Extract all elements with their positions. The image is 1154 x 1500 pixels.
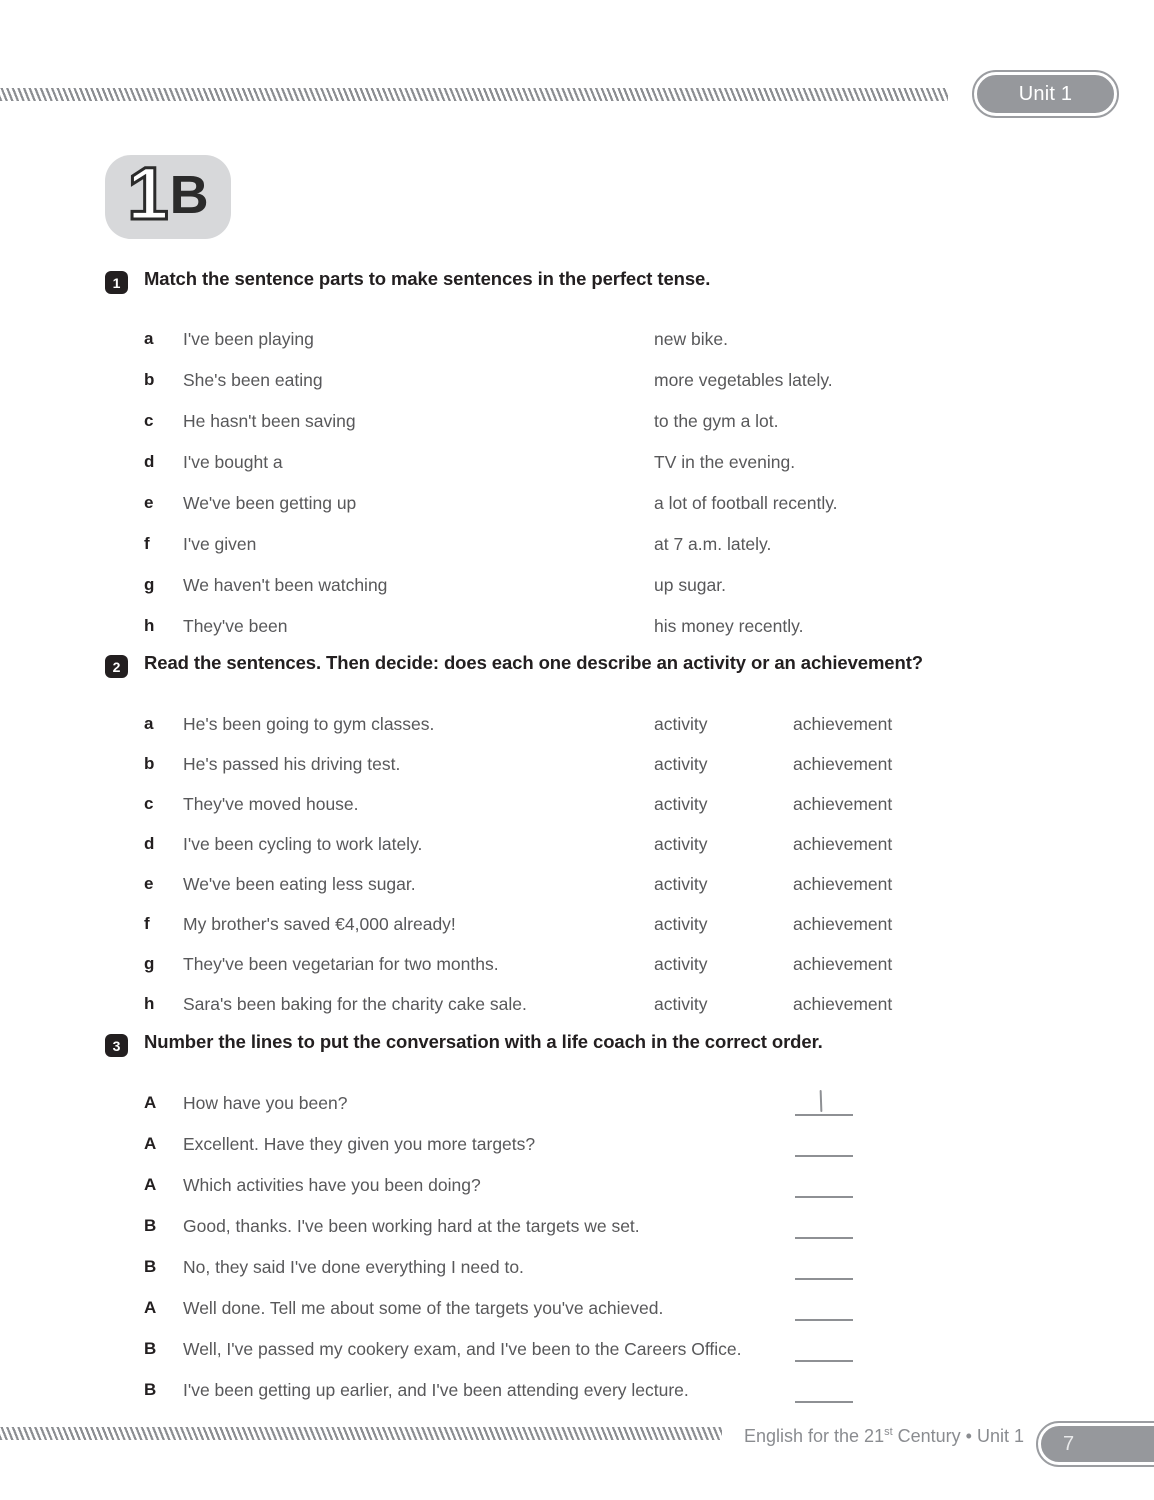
match-row[interactable] [0,493,1154,534]
item-letter: h [144,616,155,635]
choice-row[interactable] [0,994,1154,1034]
item-letter: a [144,329,154,348]
option-activity[interactable]: activity [654,794,708,814]
option-activity[interactable]: activity [654,954,708,974]
dialogue-row[interactable] [0,1257,1154,1298]
item-letter: d [144,834,155,853]
item-letter: b [144,370,155,389]
match-row[interactable] [0,616,1154,657]
answer-slot[interactable] [0,1175,1154,1216]
item-sentence: My brother's saved €4,000 already! [183,914,456,934]
match-row[interactable] [0,452,1154,493]
exercise-number-badge: 3 [105,1034,128,1057]
match-row[interactable] [0,575,1154,616]
footer-book-title [744,1426,1024,1447]
item-right-text: new bike. [654,329,728,349]
answer-rule [795,1360,853,1362]
item-letter: a [144,714,154,733]
exercise-2-header [0,652,1154,686]
item-right-text: more vegetables lately. [654,370,833,390]
exercise-3-rows [0,1065,1154,1421]
exercise-number-badge: 2 [105,655,128,678]
item-right-text: a lot of football recently. [654,493,838,513]
dialogue-line: How have you been? [183,1093,348,1113]
match-row[interactable] [0,411,1154,452]
match-row[interactable] [0,329,1154,370]
item-sentence: I've been cycling to work lately. [183,834,423,854]
dialogue-row[interactable] [0,1216,1154,1257]
item-sentence: He's passed his driving test. [183,754,401,774]
answer-slot[interactable] [0,1257,1154,1298]
exercise-title: Read the sentences. Then decide: does each one describe an activity or an achievement? [144,652,923,673]
lesson-badge [105,152,231,239]
dialogue-row[interactable] [0,1134,1154,1175]
footer-ordinal: st [884,1426,893,1438]
dialogue-line: I've been getting up earlier, and I've been attending every lecture. [183,1380,689,1400]
item-right-text: TV in the evening. [654,452,796,472]
item-sentence: They've been vegetarian for two months. [183,954,499,974]
item-letter: e [144,493,154,512]
speaker-label: A [144,1134,157,1153]
choice-row[interactable] [0,754,1154,794]
item-right-text: his money recently. [654,616,804,636]
item-letter: f [144,914,150,933]
item-letter: g [144,575,155,594]
item-left-text: He hasn't been saving [183,411,356,431]
dialogue-line: Excellent. Have they given you more targets? [183,1134,536,1154]
choice-row[interactable] [0,714,1154,754]
item-right-text: at 7 a.m. lately. [654,534,772,554]
answer-rule [795,1155,853,1157]
option-achievement[interactable]: achievement [793,914,893,934]
answer-slot[interactable] [0,1134,1154,1175]
top-hatched-rule [0,88,948,101]
option-activity[interactable]: activity [654,994,708,1014]
choice-row[interactable] [0,954,1154,994]
page-number-tab [1038,1423,1154,1465]
option-activity[interactable]: activity [654,874,708,894]
item-sentence: We've been eating less sugar. [183,874,416,894]
choice-row[interactable] [0,914,1154,954]
option-activity[interactable]: activity [654,834,708,854]
dialogue-row[interactable] [0,1339,1154,1380]
dialogue-line: Well, I've passed my cookery exam, and I've been to the Careers Office. [183,1339,742,1359]
speaker-label: A [144,1093,157,1112]
item-letter: d [144,452,155,471]
item-left-text: We haven't been watching [183,575,388,595]
option-achievement[interactable]: achievement [793,874,893,894]
item-letter: c [144,794,154,813]
item-left-text: They've been [183,616,288,636]
exercise-title: Number the lines to put the conversation with a life coach in the correct order. [144,1031,823,1052]
exercise-2 [0,652,1154,1034]
exercise-3-header [0,1031,1154,1065]
exercise-1-header [0,268,1154,302]
bottom-hatched-rule [0,1427,722,1440]
item-left-text: I've bought a [183,452,283,472]
item-left-text: I've been playing [183,329,314,349]
choice-row[interactable] [0,874,1154,914]
item-letter: f [144,534,150,553]
item-letter: b [144,754,155,773]
answer-slot[interactable] [0,1093,1154,1134]
option-achievement[interactable]: achievement [793,994,893,1014]
item-letter: c [144,411,154,430]
dialogue-row[interactable] [0,1175,1154,1216]
footer-title-main: English for the 21 [743,1426,885,1446]
speaker-label: A [144,1298,157,1317]
handwritten-answer-1 [820,1090,823,1112]
exercise-title: Match the sentence parts to make sentences in the perfect tense. [144,268,711,289]
exercise-1-rows [0,302,1154,657]
answer-rule [795,1401,853,1403]
lesson-number: 1 [127,152,169,235]
item-letter: h [144,994,155,1013]
speaker-label: A [144,1175,157,1194]
item-left-text: I've given [183,534,257,554]
item-sentence: They've moved house. [183,794,359,814]
item-left-text: We've been getting up [183,493,357,513]
dialogue-row[interactable] [0,1298,1154,1339]
item-sentence: Sara's been baking for the charity cake sale. [183,994,527,1014]
exercise-3 [0,1031,1154,1421]
dialogue-row[interactable] [0,1093,1154,1134]
speaker-label: B [144,1380,157,1399]
answer-slot[interactable] [0,1380,1154,1421]
dialogue-line: Well done. Tell me about some of the targets you've achieved. [183,1298,664,1318]
option-activity[interactable]: activity [654,914,708,934]
answer-rule [795,1196,853,1198]
match-row[interactable] [0,534,1154,575]
page-number: 7 [1063,1432,1075,1455]
option-achievement[interactable]: achievement [793,714,893,734]
dialogue-line: Good, thanks. I've been working hard at the targets we set. [183,1216,640,1236]
answer-rule [795,1278,853,1280]
choice-row[interactable] [0,794,1154,834]
speaker-label: B [144,1339,157,1358]
exercise-number-badge: 1 [105,271,128,294]
option-achievement[interactable]: achievement [793,834,893,854]
unit-tab [974,72,1117,116]
dialogue-line: Which activities have you been doing? [183,1175,481,1195]
answer-slot[interactable] [0,1216,1154,1257]
option-achievement[interactable]: achievement [793,794,893,814]
dialogue-row[interactable] [0,1380,1154,1421]
exercise-2-rows [0,686,1154,1034]
speaker-label: B [144,1216,157,1235]
option-activity[interactable]: activity [654,754,708,774]
exercise-1 [0,268,1154,657]
option-activity[interactable]: activity [654,714,708,734]
option-achievement[interactable]: achievement [793,754,893,774]
item-letter: g [144,954,155,973]
choice-row[interactable] [0,834,1154,874]
answer-rule [795,1319,853,1321]
speaker-label: B [144,1257,157,1276]
footer-title-rest: Century • Unit 1 [892,1426,1024,1446]
answer-rule [795,1237,853,1239]
option-achievement[interactable]: achievement [793,954,893,974]
item-letter: e [144,874,154,893]
item-right-text: to the gym a lot. [654,411,779,431]
item-sentence: He's been going to gym classes. [183,714,435,734]
unit-tab-label: Unit 1 [1018,82,1073,105]
match-row[interactable] [0,370,1154,411]
item-left-text: She's been eating [183,370,323,390]
answer-rule [795,1114,853,1116]
dialogue-line: No, they said I've done everything I need to. [183,1257,524,1277]
answer-slot[interactable] [0,1298,1154,1339]
lesson-letter: B [169,165,209,225]
answer-slot[interactable] [0,1339,1154,1380]
item-right-text: up sugar. [654,575,726,595]
